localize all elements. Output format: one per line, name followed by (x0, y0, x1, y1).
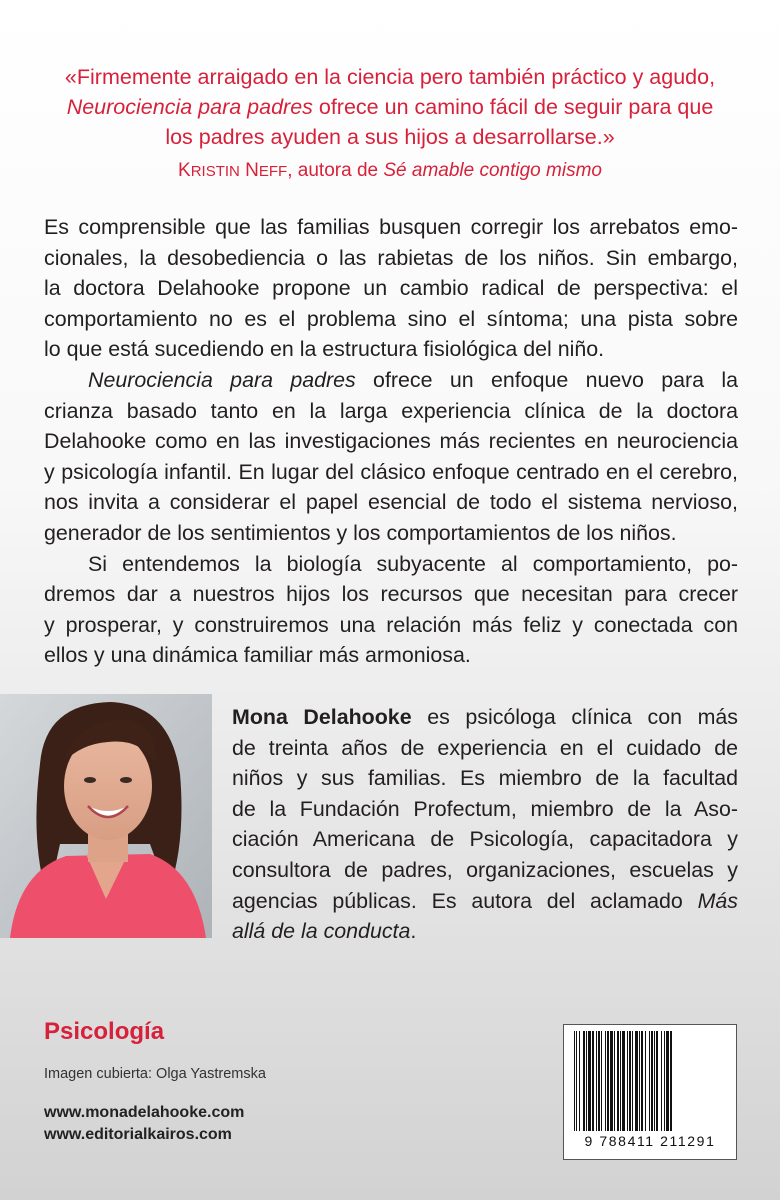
desc-line: cionales, la desobediencia o las rabietas de los niños. Sin embargo, (44, 245, 738, 270)
desc-line: dremos dar a nuestros hijos los recursos que necesitan para crecer (44, 582, 738, 607)
bio-line: niños y sus familias. Es miembro de la facultad (232, 766, 738, 791)
isbn-barcode (563, 1024, 737, 1160)
bio-line: ciación Americana de Psicología, capacitadora y (232, 827, 738, 852)
quote-line-2 (30, 92, 750, 122)
desc-book-title: Neurociencia para padres (88, 367, 356, 392)
desc-line: generador de los sentimientos y los comportamientos de los niños. (44, 520, 677, 545)
endorser-name (178, 160, 287, 181)
desc-line: y prosperar, y construiremos una relación más feliz y conectada con (44, 612, 738, 637)
desc-line: comportamiento no es el problema sino el síntoma; una pista sobre (44, 306, 738, 331)
bio-line: de treinta años de experiencia en el cuidado de (232, 735, 738, 760)
desc-line: lo que está sucediendo en la estructura fisiológica del niño. (44, 337, 605, 362)
endorser-last-initial: N (245, 160, 259, 181)
bio-line: consultora de padres, organizaciones, escuelas y (232, 857, 738, 882)
bio-line (232, 916, 738, 947)
desc-line: nos invita a considerar el papel esencial de todo el sistema nervioso, (44, 490, 738, 515)
desc-line: Si entendemos la biología subyacente al comportamiento, po- (88, 551, 738, 576)
desc-line (44, 365, 738, 396)
author-portrait-illustration (0, 694, 212, 938)
desc-line: Delahooke como en las investigaciones más recientes en neurociencia (44, 429, 738, 454)
attribution-connector: , autora de (287, 160, 384, 181)
bio-line: de la Fundación Profectum, miembro de la Aso- (232, 796, 738, 821)
endorser-last-rest: EFF (258, 163, 288, 180)
endorser-first-rest: RISTIN (190, 163, 240, 180)
bio-period: . (410, 919, 417, 944)
desc-line: la doctora Delahooke propone un cambio radical de perspectiva: el (44, 276, 738, 301)
bio-book-title-start: Más (697, 888, 738, 913)
desc-line: y psicología infantil. En lugar del clásico enfoque centrado en el cerebro, (44, 459, 738, 484)
barcode-icon (574, 1031, 726, 1131)
desc-line: ellos y una dinámica familiar más armoniosa. (44, 643, 471, 668)
quote-attribution (30, 158, 750, 185)
author-bio (232, 702, 738, 947)
book-description (44, 212, 738, 671)
author-name: Mona Delahooke (232, 705, 412, 729)
desc-line: Es comprensible que las familias busquen corregir los arrebatos emo- (44, 215, 738, 239)
cover-image-credit: Imagen cubierta: Olga Yastremska (44, 1066, 266, 1082)
publisher-website-link[interactable]: www.editorialkairos.com (44, 1126, 232, 1143)
quote-line-2-rest: ofrece un camino fácil de seguir para que (312, 95, 714, 119)
isbn-number: 9 788411 211291 (584, 1133, 716, 1149)
bio-line (232, 886, 738, 917)
desc-line: crianza basado tanto en la larga experiencia clínica de la doctora (44, 398, 738, 423)
bio-line-text: agencias públicas. Es autora del aclamado (232, 888, 698, 913)
endorsement-quote (30, 62, 750, 152)
book-category: Psicología (44, 1018, 165, 1045)
author-website-link[interactable]: www.monadelahooke.com (44, 1104, 245, 1121)
quote-line-1: «Firmemente arraigado en la ciencia pero también práctico y agudo, (64, 65, 716, 89)
bio-line (232, 702, 738, 733)
quote-book-title: Neurociencia para padres (66, 95, 313, 119)
author-photo (0, 694, 212, 938)
endorser-first-initial: K (178, 160, 191, 181)
bio-book-title-end: allá de la conducta (232, 919, 411, 944)
desc-line-rest: ofrece un enfoque nuevo para la (355, 367, 738, 392)
bio-line-rest: es psicóloga clínica con más (411, 705, 739, 729)
endorser-book-title: Sé amable contigo mismo (383, 160, 602, 181)
quote-line-3: los padres ayuden a sus hijos a desarrollarse.» (165, 125, 615, 149)
